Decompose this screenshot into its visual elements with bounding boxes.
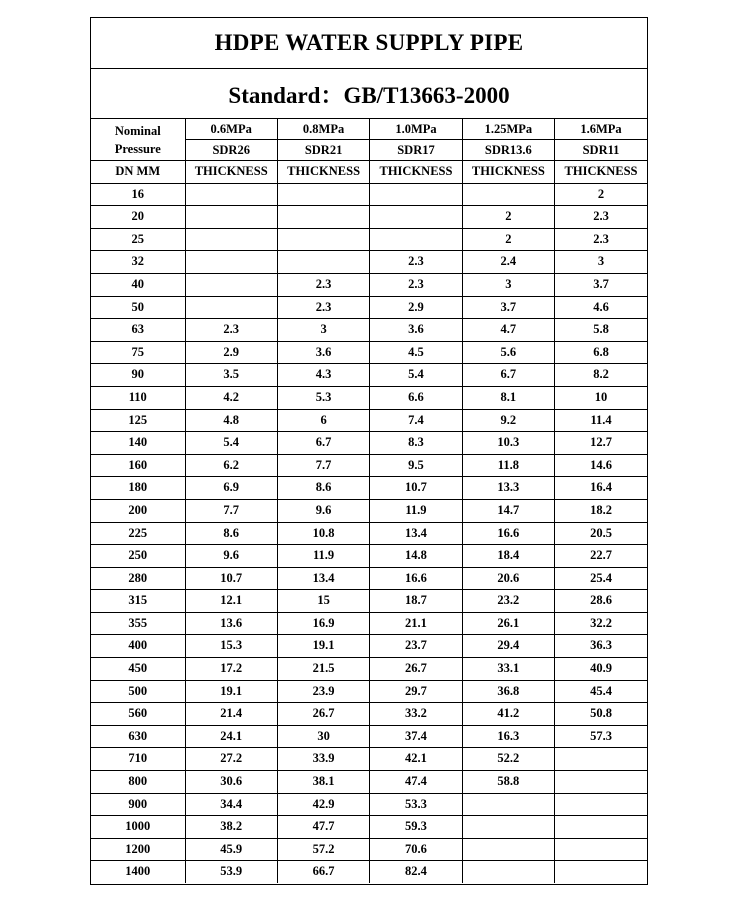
dn-cell: 16 <box>91 183 185 206</box>
thickness-cell: 33.1 <box>462 658 554 681</box>
thickness-cell: 12.1 <box>185 590 277 613</box>
thickness-cell: 2.3 <box>555 206 647 229</box>
thickness-cell: 13.3 <box>462 477 554 500</box>
thickness-cell: 24.1 <box>185 725 277 748</box>
thickness-cell: 2.9 <box>185 341 277 364</box>
table-row <box>91 206 647 229</box>
thickness-cell: 21.1 <box>370 612 462 635</box>
dn-cell: 160 <box>91 454 185 477</box>
thickness-cell: 42.9 <box>277 793 369 816</box>
thickness-cell <box>277 206 369 229</box>
thickness-cell: 10.7 <box>185 567 277 590</box>
spec-sheet <box>90 17 648 885</box>
thickness-cell: 28.6 <box>555 590 647 613</box>
dn-cell: 315 <box>91 590 185 613</box>
table-row <box>91 771 647 794</box>
thickness-cell: 3.7 <box>555 273 647 296</box>
thickness-cell: 36.3 <box>555 635 647 658</box>
thickness-cell: 4.3 <box>277 364 369 387</box>
thickness-cell: 2.9 <box>370 296 462 319</box>
thickness-cell: 16.6 <box>370 567 462 590</box>
dn-cell: 1000 <box>91 816 185 839</box>
table-row <box>91 590 647 613</box>
thickness-cell <box>462 793 554 816</box>
dn-cell: 800 <box>91 771 185 794</box>
table-row <box>91 251 647 274</box>
thickness-cell: 4.7 <box>462 319 554 342</box>
thickness-cell: 14.6 <box>555 454 647 477</box>
thickness-cell: 3.6 <box>277 341 369 364</box>
thickness-cell: 13.6 <box>185 612 277 635</box>
table-row <box>91 386 647 409</box>
thickness-cell: 58.8 <box>462 771 554 794</box>
thickness-cell: 9.2 <box>462 409 554 432</box>
pressure-header: 1.25MPa <box>462 119 554 140</box>
thickness-cell: 57.2 <box>277 838 369 861</box>
thickness-cell: 16.9 <box>277 612 369 635</box>
dn-cell: 560 <box>91 703 185 726</box>
thickness-cell: 14.7 <box>462 499 554 522</box>
thickness-cell: 10.8 <box>277 522 369 545</box>
table-row <box>91 319 647 342</box>
dn-cell: 400 <box>91 635 185 658</box>
thickness-cell: 25.4 <box>555 567 647 590</box>
thickness-cell: 26.7 <box>277 703 369 726</box>
thickness-header: THICKNESS <box>277 161 369 184</box>
pressure-header: 0.8MPa <box>277 119 369 140</box>
thickness-cell: 18.7 <box>370 590 462 613</box>
thickness-cell: 6 <box>277 409 369 432</box>
table-row <box>91 296 647 319</box>
thickness-cell <box>555 838 647 861</box>
thickness-cell <box>185 273 277 296</box>
dn-cell: 90 <box>91 364 185 387</box>
thickness-cell <box>277 251 369 274</box>
table-row <box>91 432 647 455</box>
thickness-cell: 6.7 <box>462 364 554 387</box>
dn-cell: 450 <box>91 658 185 681</box>
thickness-cell: 16.3 <box>462 725 554 748</box>
thickness-cell <box>555 771 647 794</box>
table-row <box>91 499 647 522</box>
thickness-cell: 34.4 <box>185 793 277 816</box>
thickness-cell: 20.6 <box>462 567 554 590</box>
thickness-cell: 2 <box>462 206 554 229</box>
thickness-cell: 4.6 <box>555 296 647 319</box>
dn-cell: 1400 <box>91 861 185 883</box>
table-row <box>91 567 647 590</box>
thickness-cell: 38.1 <box>277 771 369 794</box>
thickness-cell: 9.5 <box>370 454 462 477</box>
sdr-header: SDR26 <box>185 140 277 161</box>
thickness-cell: 47.7 <box>277 816 369 839</box>
thickness-cell: 47.4 <box>370 771 462 794</box>
dn-cell: 50 <box>91 296 185 319</box>
thickness-cell: 41.2 <box>462 703 554 726</box>
thickness-cell: 10.7 <box>370 477 462 500</box>
thickness-cell: 21.4 <box>185 703 277 726</box>
thickness-cell: 11.8 <box>462 454 554 477</box>
table-row <box>91 364 647 387</box>
thickness-cell: 18.4 <box>462 545 554 568</box>
thickness-cell <box>555 861 647 883</box>
thickness-cell <box>185 228 277 251</box>
header-row-pressure <box>91 119 647 140</box>
thickness-cell: 15 <box>277 590 369 613</box>
thickness-cell: 50.8 <box>555 703 647 726</box>
dn-cell: 225 <box>91 522 185 545</box>
thickness-cell: 33.9 <box>277 748 369 771</box>
thickness-cell: 21.5 <box>277 658 369 681</box>
thickness-cell: 2.3 <box>370 273 462 296</box>
table-row <box>91 748 647 771</box>
table-row <box>91 409 647 432</box>
table-row <box>91 703 647 726</box>
thickness-cell: 3 <box>462 273 554 296</box>
header-row-thickness <box>91 161 647 184</box>
thickness-header: THICKNESS <box>462 161 554 184</box>
thickness-cell: 2.3 <box>555 228 647 251</box>
thickness-cell <box>370 228 462 251</box>
thickness-header: THICKNESS <box>370 161 462 184</box>
thickness-cell: 2 <box>555 183 647 206</box>
thickness-cell: 4.8 <box>185 409 277 432</box>
dn-cell: 500 <box>91 680 185 703</box>
thickness-cell: 16.4 <box>555 477 647 500</box>
thickness-cell: 6.7 <box>277 432 369 455</box>
thickness-cell <box>185 183 277 206</box>
thickness-cell: 8.3 <box>370 432 462 455</box>
thickness-cell: 10.3 <box>462 432 554 455</box>
thickness-cell: 29.4 <box>462 635 554 658</box>
thickness-cell: 26.1 <box>462 612 554 635</box>
thickness-cell: 57.3 <box>555 725 647 748</box>
thickness-cell: 66.7 <box>277 861 369 883</box>
dn-cell: 355 <box>91 612 185 635</box>
thickness-header: THICKNESS <box>185 161 277 184</box>
thickness-cell: 23.2 <box>462 590 554 613</box>
thickness-cell: 23.7 <box>370 635 462 658</box>
page-title: HDPE WATER SUPPLY PIPE <box>91 18 647 69</box>
standard-line: Standard：GB/T13663-2000 <box>91 69 647 119</box>
thickness-cell: 2 <box>462 228 554 251</box>
thickness-cell: 6.9 <box>185 477 277 500</box>
thickness-cell: 18.2 <box>555 499 647 522</box>
thickness-cell: 8.1 <box>462 386 554 409</box>
thickness-cell <box>277 228 369 251</box>
dn-cell: 280 <box>91 567 185 590</box>
table-row <box>91 793 647 816</box>
pressure-header: 1.0MPa <box>370 119 462 140</box>
thickness-cell: 30.6 <box>185 771 277 794</box>
dn-cell: 180 <box>91 477 185 500</box>
table-row <box>91 273 647 296</box>
thickness-cell: 17.2 <box>185 658 277 681</box>
thickness-header: THICKNESS <box>555 161 647 184</box>
thickness-cell: 40.9 <box>555 658 647 681</box>
thickness-cell: 82.4 <box>370 861 462 883</box>
thickness-cell: 13.4 <box>370 522 462 545</box>
thickness-cell: 3 <box>277 319 369 342</box>
thickness-cell: 2.3 <box>185 319 277 342</box>
thickness-cell <box>462 861 554 883</box>
table-row <box>91 183 647 206</box>
thickness-cell: 19.1 <box>185 680 277 703</box>
sdr-header: SDR13.6 <box>462 140 554 161</box>
dn-cell: 1200 <box>91 838 185 861</box>
thickness-cell <box>462 838 554 861</box>
table-row <box>91 545 647 568</box>
thickness-cell: 15.3 <box>185 635 277 658</box>
thickness-cell: 2.3 <box>277 273 369 296</box>
table-row <box>91 477 647 500</box>
thickness-cell <box>462 183 554 206</box>
thickness-cell <box>185 251 277 274</box>
table-row <box>91 454 647 477</box>
thickness-cell: 20.5 <box>555 522 647 545</box>
thickness-cell: 7.4 <box>370 409 462 432</box>
thickness-cell: 6.6 <box>370 386 462 409</box>
thickness-cell: 5.6 <box>462 341 554 364</box>
thickness-cell: 5.4 <box>185 432 277 455</box>
dn-cell: 900 <box>91 793 185 816</box>
dn-cell: 710 <box>91 748 185 771</box>
thickness-cell: 8.2 <box>555 364 647 387</box>
table-row <box>91 861 647 883</box>
thickness-cell: 33.2 <box>370 703 462 726</box>
thickness-table <box>91 119 647 883</box>
dn-cell: 63 <box>91 319 185 342</box>
thickness-cell: 11.4 <box>555 409 647 432</box>
thickness-cell: 4.5 <box>370 341 462 364</box>
dn-cell: 75 <box>91 341 185 364</box>
thickness-cell: 26.7 <box>370 658 462 681</box>
thickness-cell: 3.6 <box>370 319 462 342</box>
thickness-cell: 12.7 <box>555 432 647 455</box>
thickness-cell: 27.2 <box>185 748 277 771</box>
thickness-cell: 2.3 <box>370 251 462 274</box>
thickness-cell: 19.1 <box>277 635 369 658</box>
thickness-cell: 9.6 <box>277 499 369 522</box>
dn-cell: 200 <box>91 499 185 522</box>
thickness-cell: 5.3 <box>277 386 369 409</box>
thickness-cell <box>555 793 647 816</box>
thickness-cell: 53.3 <box>370 793 462 816</box>
dn-cell: 140 <box>91 432 185 455</box>
dn-cell: 630 <box>91 725 185 748</box>
nominal-pressure-label: Nominal Pressure <box>91 119 185 161</box>
thickness-cell: 13.4 <box>277 567 369 590</box>
thickness-cell: 11.9 <box>277 545 369 568</box>
dn-cell: 20 <box>91 206 185 229</box>
table-row <box>91 725 647 748</box>
thickness-cell: 14.8 <box>370 545 462 568</box>
thickness-cell: 29.7 <box>370 680 462 703</box>
table-row <box>91 816 647 839</box>
thickness-cell: 7.7 <box>277 454 369 477</box>
thickness-cell: 30 <box>277 725 369 748</box>
thickness-cell: 36.8 <box>462 680 554 703</box>
thickness-cell <box>462 816 554 839</box>
thickness-cell: 3.5 <box>185 364 277 387</box>
thickness-cell: 45.9 <box>185 838 277 861</box>
thickness-cell <box>185 206 277 229</box>
thickness-cell: 4.2 <box>185 386 277 409</box>
thickness-cell <box>555 748 647 771</box>
thickness-cell <box>277 183 369 206</box>
thickness-cell: 5.4 <box>370 364 462 387</box>
thickness-cell: 3.7 <box>462 296 554 319</box>
dn-cell: 40 <box>91 273 185 296</box>
thickness-cell: 22.7 <box>555 545 647 568</box>
dn-cell: 250 <box>91 545 185 568</box>
dn-cell: 110 <box>91 386 185 409</box>
pressure-header: 1.6MPa <box>555 119 647 140</box>
thickness-cell: 10 <box>555 386 647 409</box>
thickness-cell: 16.6 <box>462 522 554 545</box>
thickness-cell: 37.4 <box>370 725 462 748</box>
table-row <box>91 341 647 364</box>
thickness-cell: 11.9 <box>370 499 462 522</box>
thickness-cell: 8.6 <box>277 477 369 500</box>
thickness-cell <box>185 296 277 319</box>
thickness-cell: 59.3 <box>370 816 462 839</box>
table-row <box>91 228 647 251</box>
thickness-cell: 9.6 <box>185 545 277 568</box>
table-row <box>91 635 647 658</box>
sdr-header: SDR17 <box>370 140 462 161</box>
thickness-cell: 42.1 <box>370 748 462 771</box>
thickness-cell: 5.8 <box>555 319 647 342</box>
dn-cell: 125 <box>91 409 185 432</box>
dn-label: DN MM <box>91 161 185 184</box>
thickness-cell: 70.6 <box>370 838 462 861</box>
thickness-cell: 7.7 <box>185 499 277 522</box>
dn-cell: 32 <box>91 251 185 274</box>
thickness-cell: 52.2 <box>462 748 554 771</box>
thickness-cell <box>370 206 462 229</box>
sdr-header: SDR21 <box>277 140 369 161</box>
thickness-cell <box>370 183 462 206</box>
thickness-cell: 32.2 <box>555 612 647 635</box>
thickness-cell <box>555 816 647 839</box>
thickness-cell: 38.2 <box>185 816 277 839</box>
sdr-header: SDR11 <box>555 140 647 161</box>
table-row <box>91 680 647 703</box>
pressure-header: 0.6MPa <box>185 119 277 140</box>
table-row <box>91 658 647 681</box>
dn-cell: 25 <box>91 228 185 251</box>
thickness-cell: 8.6 <box>185 522 277 545</box>
thickness-cell: 3 <box>555 251 647 274</box>
table-row <box>91 522 647 545</box>
thickness-cell: 2.3 <box>277 296 369 319</box>
thickness-cell: 53.9 <box>185 861 277 883</box>
thickness-cell: 2.4 <box>462 251 554 274</box>
table-row <box>91 612 647 635</box>
thickness-cell: 45.4 <box>555 680 647 703</box>
table-row <box>91 838 647 861</box>
thickness-cell: 23.9 <box>277 680 369 703</box>
thickness-cell: 6.8 <box>555 341 647 364</box>
thickness-cell: 6.2 <box>185 454 277 477</box>
